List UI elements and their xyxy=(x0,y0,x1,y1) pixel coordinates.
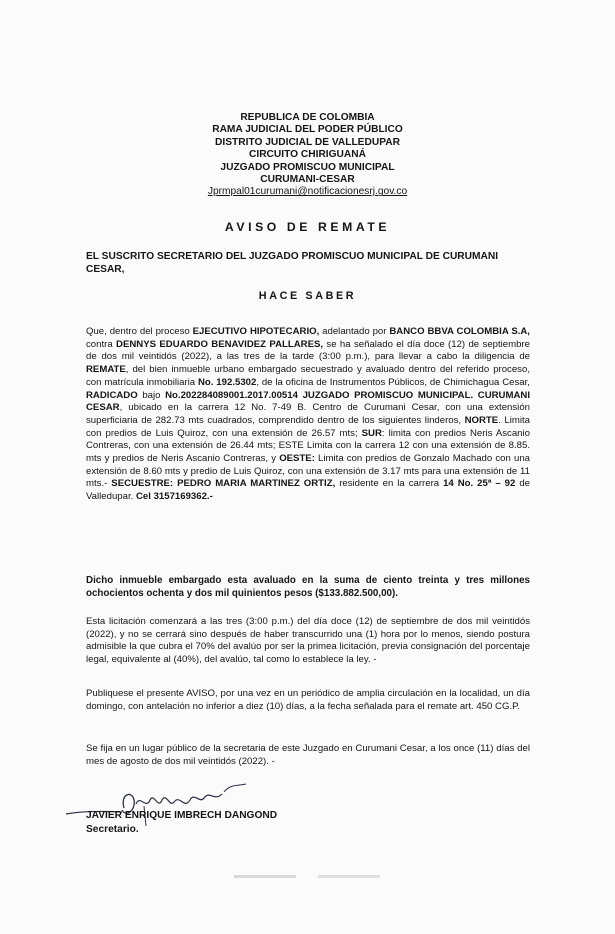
header-line-branch: RAMA JUDICIAL DEL PODER PÚBLICO xyxy=(212,124,403,136)
court-email-link[interactable]: Jprmpal01curumani@notificacionesrj.gov.co xyxy=(207,186,408,198)
paragraph-fijacion: Se fija en un lugar público de la secretaria de este Juzgado en Curumani Cesar, a los once (11) días del mes de agosto de dos mil veintidós (2022). - xyxy=(86,743,530,767)
document-title: AVISO DE REMATE xyxy=(224,220,391,234)
paragraph-avaluo: Dicho inmueble embargado esta avaluado en la suma de ciento treinta y tres millones ochocientos ochenta y dos mil quinientos pesos ($133.882.500,00). xyxy=(86,575,530,599)
header-line-district: DISTRITO JUDICIAL DE VALLEDUPAR xyxy=(215,136,400,148)
paragraph-licitacion: Esta licitación comenzará a las tres (3:00 p.m.) del día doce (12) de septiembre de dos mil veintidós (2022), y no se cerrará sino después de haber transcurrido una (1) hora por lo menos, siendo postura admisible la que cubra el 70% del avalúo por ser la primea licitación, previa consignación del porcentaje legal, equivalente al (40%), del avalúo, tal como lo establece la ley. - xyxy=(86,616,530,666)
faint-stamp-mark xyxy=(234,873,384,881)
paragraph-publicacion: Publiquese el presente AVISO, por una vez en un periódico de amplia circulación en la localidad, un día domingo, con antelación no inferior a diez (10) días, a la fecha señalada para el remate art. 450 CG.P. xyxy=(86,688,530,712)
letterhead xyxy=(0,112,615,199)
paragraph-proceso: Que, dentro del proceso EJECUTIVO HIPOTECARIO, adelantado por BANCO BBVA COLOMBIA S.A, contra DENNYS EDUARDO BENAVIDEZ PALLARES, se ha señalado el día doce (12) de septiembre de dos mil veintidós (2022), a las tres de la tarde (3:00 p.m.), para llevar a cabo la diligencia de REMATE, del bien inmueble urbano embargado secuestrado y avaluado dentro del referido proceso, con matrícula inmobiliaria No. 192.5302, de la oficina de Instrumentos Públicos, de Chimichagua Cesar, RADICADO bajo No.202284089001.2017.00514 JUZGADO PROMISCUO MUNICIPAL. CURUMANI CESAR, ubicado en la carrera 12 No. 7-49 B. Centro de Curumani Cesar, con una extensión superficiaria de 282.73 mts cuadrados, comprendido dentro de los siguientes linderos, NORTE. Limita con predios de Luis Quiroz, con una extensión de 26.57 mts; SUR: limita con predios Neris Ascanio Contreras, con una extensión de 26.44 mts; ESTE Limita con la carrera 12 con una extensión de 8.85. mts y predios de Neris Ascanio Contreras, y OESTE: Limita con predios de Gonzalo Machado con una extensión de 8.60 mts y predio de Luis Quiroz, con una extensión de 3.17 mts para una extensión de 11 mts.- SECUESTRE: PEDRO MARIA MARTINEZ ORTIZ, residente en la carrera 14 No. 25ª – 92 de Valledupar. Cel 3157169362.- xyxy=(86,326,530,503)
signer-role: Secretario. xyxy=(86,824,139,835)
header-line-city: CURUMANI-CESAR xyxy=(260,174,355,186)
header-line-circuit: CIRCUITO CHIRIGUANÁ xyxy=(249,149,366,161)
hace-saber-heading: HACE SABER xyxy=(258,290,357,302)
signer-name: JAVIER ENRIQUE IMBRECH DANGOND xyxy=(86,810,278,821)
header-line-country: REPUBLICA DE COLOMBIA xyxy=(240,112,375,123)
header-line-court: JUZGADO PROMISCUO MUNICIPAL xyxy=(220,161,395,173)
intro-statement: EL SUSCRITO SECRETARIO DEL JUZGADO PROMISCUO MUNICIPAL DE CURUMANI CESAR, xyxy=(86,251,499,275)
